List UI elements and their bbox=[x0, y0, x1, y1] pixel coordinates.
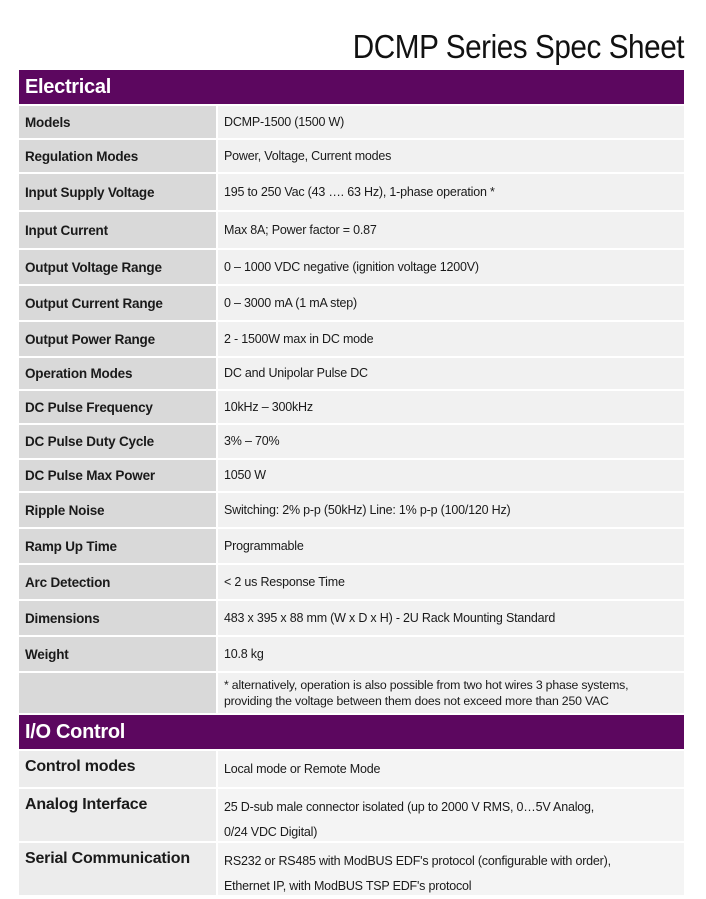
spec-value: Max 8A; Power factor = 0.87 bbox=[218, 212, 684, 248]
spec-value: 10.8 kg bbox=[218, 637, 684, 671]
spec-value: Switching: 2% p-p (50kHz) Line: 1% p-p (100/120 Hz) bbox=[218, 493, 684, 527]
spec-value: 195 to 250 Vac (43 …. 63 Hz), 1-phase operation * bbox=[218, 174, 684, 210]
spec-label: Output Voltage Range bbox=[19, 250, 216, 284]
spec-label: Operation Modes bbox=[19, 358, 216, 389]
spec-label: Output Power Range bbox=[19, 322, 216, 356]
spec-table bbox=[19, 70, 684, 897]
section-header-electrical: Electrical bbox=[19, 70, 684, 106]
spec-value: DCMP-1500 (1500 W) bbox=[218, 106, 684, 138]
spec-row-weight bbox=[19, 637, 684, 673]
spec-label: Input Supply Voltage bbox=[19, 174, 216, 210]
spec-label: Control modes bbox=[19, 751, 216, 787]
spec-row-regulation-modes bbox=[19, 140, 684, 174]
spec-label: Weight bbox=[19, 637, 216, 671]
spec-label-empty bbox=[19, 673, 216, 713]
spec-row-arc-detection bbox=[19, 565, 684, 601]
spec-value: < 2 us Response Time bbox=[218, 565, 684, 599]
spec-row-control-modes bbox=[19, 751, 684, 789]
spec-row-operation-modes bbox=[19, 358, 684, 391]
spec-row-dimensions bbox=[19, 601, 684, 637]
spec-row-ramp-up-time bbox=[19, 529, 684, 565]
spec-label: Input Current bbox=[19, 212, 216, 248]
spec-label: DC Pulse Max Power bbox=[19, 460, 216, 491]
spec-row-serial-communication bbox=[19, 843, 684, 897]
spec-value: 0 – 3000 mA (1 mA step) bbox=[218, 286, 684, 320]
spec-row-input-current bbox=[19, 212, 684, 250]
spec-row-footnote bbox=[19, 673, 684, 715]
spec-value: 25 D-sub male connector isolated (up to 2000 V RMS, 0…5V Analog, 0/24 VDC Digital) bbox=[218, 789, 684, 841]
spec-row-output-current-range bbox=[19, 286, 684, 322]
spec-value: RS232 or RS485 with ModBUS EDF's protocol (configurable with order), Ethernet IP, with ModBUS TSP EDF's protocol bbox=[218, 843, 684, 895]
spec-label: DC Pulse Duty Cycle bbox=[19, 425, 216, 458]
spec-label: DC Pulse Frequency bbox=[19, 391, 216, 423]
spec-value: 2 - 1500W max in DC mode bbox=[218, 322, 684, 356]
spec-label: Analog Interface bbox=[19, 789, 216, 841]
spec-label: Output Current Range bbox=[19, 286, 216, 320]
spec-label: Serial Communication bbox=[19, 843, 216, 895]
spec-value: 10kHz – 300kHz bbox=[218, 391, 684, 423]
spec-row-dc-pulse-frequency bbox=[19, 391, 684, 425]
spec-value: 0 – 1000 VDC negative (ignition voltage 1200V) bbox=[218, 250, 684, 284]
spec-row-models bbox=[19, 106, 684, 140]
spec-row-input-supply-voltage bbox=[19, 174, 684, 212]
spec-label: Ripple Noise bbox=[19, 493, 216, 527]
spec-row-dc-pulse-duty-cycle bbox=[19, 425, 684, 460]
spec-value: Power, Voltage, Current modes bbox=[218, 140, 684, 172]
spec-value: 483 x 395 x 88 mm (W x D x H) - 2U Rack Mounting Standard bbox=[218, 601, 684, 635]
spec-value: 1050 W bbox=[218, 460, 684, 491]
spec-value: Programmable bbox=[218, 529, 684, 563]
spec-label: Regulation Modes bbox=[19, 140, 216, 172]
spec-label: Models bbox=[19, 106, 216, 138]
spec-label: Dimensions bbox=[19, 601, 216, 635]
spec-value: DC and Unipolar Pulse DC bbox=[218, 358, 684, 389]
spec-label: Ramp Up Time bbox=[19, 529, 216, 563]
spec-label: Arc Detection bbox=[19, 565, 216, 599]
spec-row-ripple-noise bbox=[19, 493, 684, 529]
spec-row-analog-interface bbox=[19, 789, 684, 843]
section-header-io-control: I/O Control bbox=[19, 715, 684, 751]
spec-value: 3% – 70% bbox=[218, 425, 684, 458]
footnote-text: * alternatively, operation is also possible from two hot wires 3 phase systems, providing the voltage between them does not exceed more than 250 VAC bbox=[218, 673, 684, 713]
spec-row-output-voltage-range bbox=[19, 250, 684, 286]
spec-value: Local mode or Remote Mode bbox=[218, 751, 684, 787]
spec-row-dc-pulse-max-power bbox=[19, 460, 684, 493]
page-title: DCMP Series Spec Sheet bbox=[352, 28, 684, 65]
spec-row-output-power-range bbox=[19, 322, 684, 358]
